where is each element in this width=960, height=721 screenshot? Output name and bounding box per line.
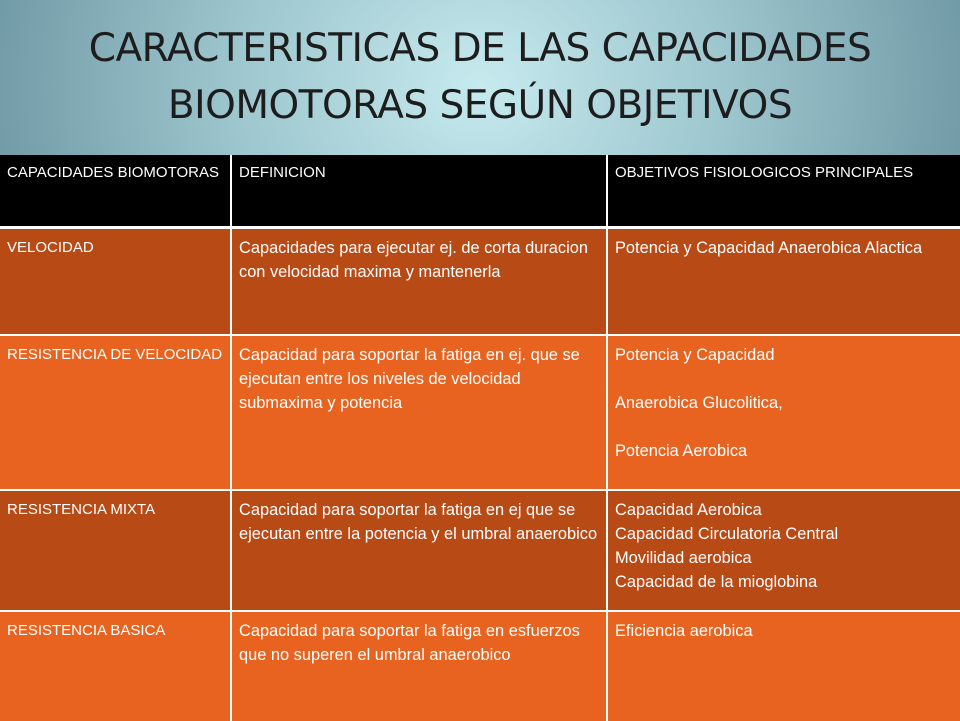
objetivo-item: Potencia y Capacidad Anaerobica Alactica <box>615 239 923 257</box>
cell-objetivos <box>608 229 960 336</box>
header-definicion: DEFINICION <box>232 155 608 229</box>
cell-objetivos <box>608 612 960 721</box>
cell-objetivos <box>608 336 960 491</box>
table-row <box>0 491 960 612</box>
table-row <box>0 229 960 336</box>
objetivo-item: Movilidad aerobica <box>615 549 752 567</box>
table-header-row <box>0 155 960 229</box>
cell-capacidad: VELOCIDAD <box>0 229 232 336</box>
cell-definicion: Capacidad para soportar la fatiga en ej. que se ejecutan entre los niveles de velocidad submaxima y potencia <box>232 336 608 491</box>
objetivo-item: Capacidad Aerobica <box>615 501 762 519</box>
objetivo-spacer <box>615 367 954 391</box>
objetivo-item: Capacidad de la mioglobina <box>615 573 818 591</box>
objetivo-item: Potencia y Capacidad <box>615 346 775 364</box>
cell-capacidad: RESISTENCIA MIXTA <box>0 491 232 612</box>
table-row <box>0 612 960 721</box>
cell-objetivos <box>608 491 960 612</box>
cell-definicion: Capacidades para ejecutar ej. de corta duracion con velocidad maxima y mantenerla <box>232 229 608 336</box>
slide-title-line-1: CARACTERISTICAS DE LAS CAPACIDADES <box>88 26 872 71</box>
objetivo-spacer <box>615 415 954 439</box>
slide-title-line-2: BIOMOTORAS SEGÚN OBJETIVOS <box>167 83 793 128</box>
table-row <box>0 336 960 491</box>
objetivo-item: Anaerobica Glucolitica, <box>615 394 783 412</box>
slide-title <box>0 20 960 134</box>
objetivo-item: Potencia Aerobica <box>615 442 748 460</box>
header-capacidades: CAPACIDADES BIOMOTORAS <box>0 155 232 229</box>
header-objetivos: OBJETIVOS FISIOLOGICOS PRINCIPALES <box>608 155 960 229</box>
cell-definicion: Capacidad para soportar la fatiga en ej que se ejecutan entre la potencia y el umbral anaerobico <box>232 491 608 612</box>
cell-capacidad: RESISTENCIA DE VELOCIDAD <box>0 336 232 491</box>
objetivo-item: Eficiencia aerobica <box>615 622 753 640</box>
capacidades-table <box>0 155 960 721</box>
objetivo-item: Capacidad Circulatoria Central <box>615 525 839 543</box>
cell-definicion: Capacidad para soportar la fatiga en esfuerzos que no superen el umbral anaerobico <box>232 612 608 721</box>
cell-capacidad: RESISTENCIA BASICA <box>0 612 232 721</box>
